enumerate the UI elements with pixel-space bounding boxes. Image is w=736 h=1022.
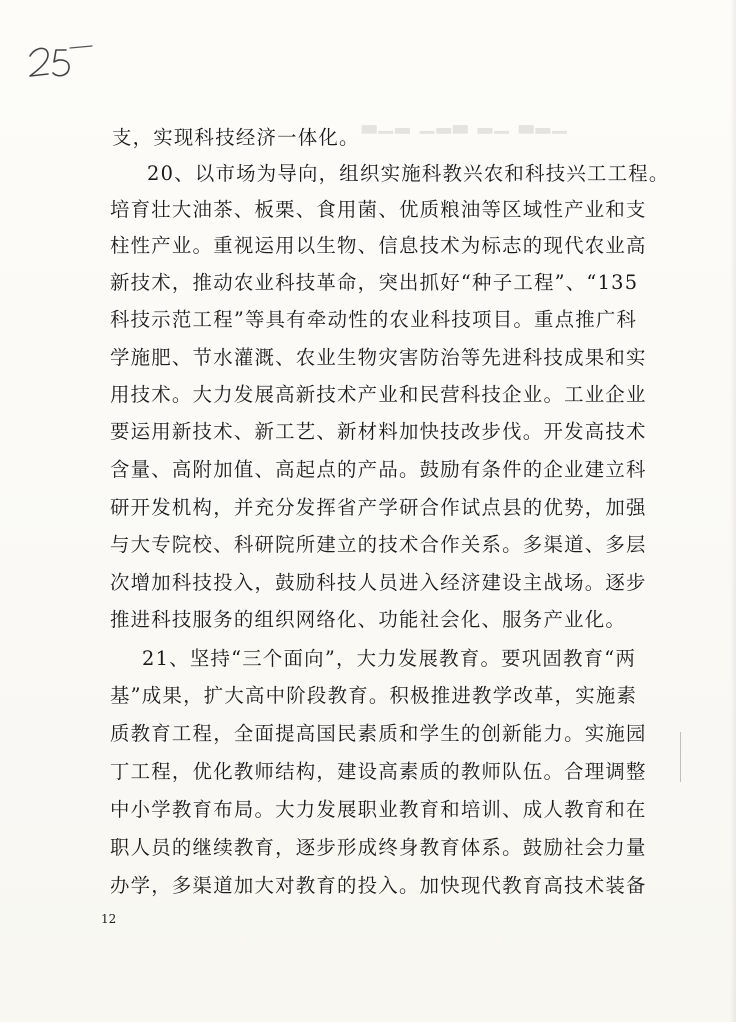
text-line: 新技术，推动农业科技革命，突出抓好“种子工程”、“135 xyxy=(110,271,639,294)
page-edge-shadow xyxy=(730,0,736,1022)
text-line: 支，实现科技经济一体化。 xyxy=(112,126,360,149)
text-line: 质教育工程，全面提高国民素质和学生的创新能力。实施园 xyxy=(110,722,647,745)
margin-mark xyxy=(680,732,681,782)
text-line: 含量、高附加值、高起点的产品。鼓励有条件的企业建立科 xyxy=(110,458,647,481)
text-line: 中小学教育布局。大力发展职业教育和培训、成人教育和在 xyxy=(110,798,647,821)
text-line: 柱性产业。重视运用以生物、信息技术为标志的现代农业高 xyxy=(110,234,647,257)
show-through-artifact: ▁▂▃ ▁▂ ▃▂▁ ▂▁▃ xyxy=(360,112,567,134)
text-line: 科技示范工程”等具有牵动性的农业科技项目。重点推广科 xyxy=(110,308,638,331)
text-line: 职人员的继续教育，逐步形成终身教育体系。鼓励社会力量 xyxy=(110,836,647,859)
text-line: 要运用新技术、新工艺、新材料加快技改步伐。开发高技术 xyxy=(110,420,647,443)
text-line: 21、坚持“三个面向”，大力发展教育。要巩固教育“两 xyxy=(142,647,637,670)
handwritten-page-mark xyxy=(26,40,96,88)
text-line: 20、以市场为导向，组织实施科教兴农和科技兴工工程。 xyxy=(147,162,670,185)
text-line: 丁工程，优化教师结构，建设高素质的教师队伍。合理调整 xyxy=(110,760,647,783)
text-line: 学施肥、节水灌溉、农业生物灾害防治等先进科技成果和实 xyxy=(110,346,647,369)
text-line: 办学，多渠道加大对教育的投入。加快现代教育高技术装备 xyxy=(110,874,647,897)
text-line: 推进科技服务的组织网络化、功能社会化、服务产业化。 xyxy=(110,608,627,631)
text-line: 培育壮大油茶、板栗、食用菌、优质粮油等区域性产业和支 xyxy=(110,198,647,221)
page-number: 12 xyxy=(101,912,117,926)
text-line: 研开发机构，并充分发挥省产学研合作试点县的优势，加强 xyxy=(110,496,647,519)
text-line: 与大专院校、科研院所建立的技术合作关系。多渠道、多层 xyxy=(110,533,647,556)
text-line: 次增加科技投入，鼓励科技人员进入经济建设主战场。逐步 xyxy=(110,571,647,594)
text-line: 用技术。大力发展高新技术产业和民营科技企业。工业企业 xyxy=(110,383,647,406)
text-line: 基”成果，扩大高中阶段教育。积极推进教学改革，实施素 xyxy=(110,684,638,707)
